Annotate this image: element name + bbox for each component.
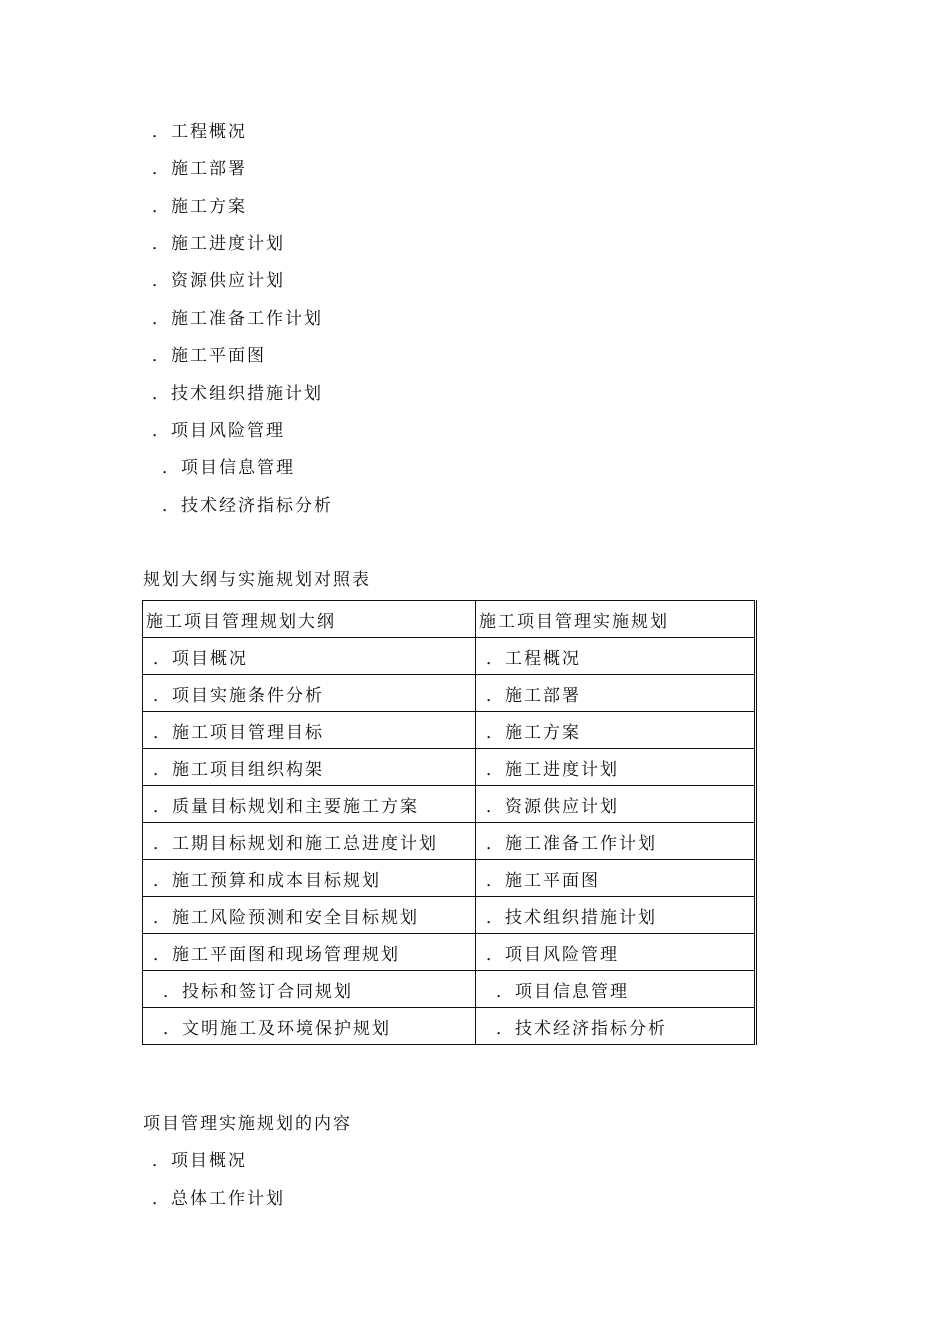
- table-cell: ．技术组织措施计划: [475, 897, 755, 934]
- list-item: ．施工部署: [152, 159, 247, 179]
- list-item: ．技术经济指标分析: [162, 496, 333, 516]
- table-cell: ．施工项目组织构架: [143, 749, 476, 786]
- comparison-table: [142, 600, 757, 1045]
- list-item: ．资源供应计划: [152, 271, 285, 291]
- list-item: ．施工平面图: [152, 346, 266, 366]
- table-cell: ．施工平面图和现场管理规划: [143, 934, 476, 971]
- table-cell: ．施工平面图: [475, 860, 755, 897]
- table-cell: ．文明施工及环境保护规划: [143, 1008, 476, 1045]
- table-cell: ．工期目标规划和施工总进度计划: [143, 823, 476, 860]
- table-row: [143, 971, 756, 1008]
- table-header-row: [143, 601, 756, 638]
- table-cell: ．资源供应计划: [475, 786, 755, 823]
- list-item: ．技术组织措施计划: [152, 384, 323, 404]
- table-cell: ．施工风险预测和安全目标规划: [143, 897, 476, 934]
- list-item: ．工程概况: [152, 122, 247, 142]
- table-cell: ．施工部署: [475, 675, 755, 712]
- table-cell: ．项目风险管理: [475, 934, 755, 971]
- table-row: [143, 1008, 756, 1045]
- list-item: ．总体工作计划: [152, 1189, 285, 1209]
- table-cell: ．施工预算和成本目标规划: [143, 860, 476, 897]
- table-title: 规划大纲与实施规划对照表: [143, 570, 371, 590]
- table-row: [143, 786, 756, 823]
- table-row: [143, 712, 756, 749]
- list-item: ．施工进度计划: [152, 234, 285, 254]
- table-cell: ．项目实施条件分析: [143, 675, 476, 712]
- section-title: 项目管理实施规划的内容: [143, 1114, 352, 1134]
- table-row: [143, 675, 756, 712]
- table-row: [143, 638, 756, 675]
- table-cell: ．投标和签订合同规划: [143, 971, 476, 1008]
- table-cell: ．技术经济指标分析: [475, 1008, 755, 1045]
- list-item: ．项目风险管理: [152, 421, 285, 441]
- list-item: ．项目信息管理: [162, 458, 295, 478]
- table-cell: ．项目概况: [143, 638, 476, 675]
- table-cell: ．质量目标规划和主要施工方案: [143, 786, 476, 823]
- list-item: ．施工方案: [152, 197, 247, 217]
- list-item: ．项目概况: [152, 1151, 247, 1171]
- list-item: ．施工准备工作计划: [152, 309, 323, 329]
- table-row: [143, 860, 756, 897]
- table-cell: ．施工进度计划: [475, 749, 755, 786]
- table-row: [143, 749, 756, 786]
- table-cell: ．项目信息管理: [475, 971, 755, 1008]
- table-cell: ．施工准备工作计划: [475, 823, 755, 860]
- table-row: [143, 934, 756, 971]
- table-cell: ．工程概况: [475, 638, 755, 675]
- table-row: [143, 823, 756, 860]
- table-row: [143, 897, 756, 934]
- table-header-cell: 施工项目管理规划大纲: [143, 601, 476, 638]
- table-header-cell: 施工项目管理实施规划: [475, 601, 755, 638]
- table-cell: ．施工项目管理目标: [143, 712, 476, 749]
- table-cell: ．施工方案: [475, 712, 755, 749]
